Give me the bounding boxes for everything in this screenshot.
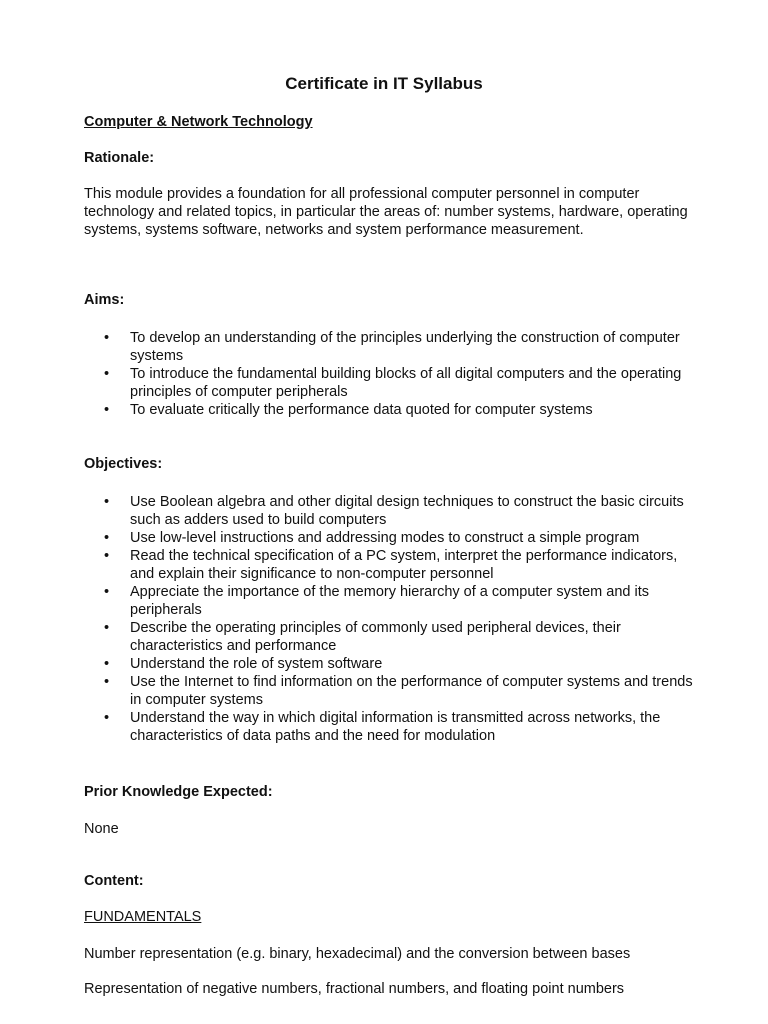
objectives-item: • Describe the operating principles of commonly used peripheral devices, their characteristics and performance: [84, 619, 704, 655]
content-subheading: FUNDAMENTALS: [84, 909, 202, 925]
rationale-heading: Rationale:: [84, 150, 155, 166]
module-title: Computer & Network Technology: [84, 114, 313, 130]
rationale-text: This module provides a foundation for all professional computer personnel in computer technology and related topics, in particular the areas of: number systems, hardware, operating systems, systems software, networks and system performance measurement.: [84, 186, 688, 238]
aims-heading: Aims:: [84, 292, 125, 308]
objectives-item: • Use low-level instructions and addressing modes to construct a simple program: [84, 529, 704, 547]
prior-knowledge-text: None: [84, 821, 119, 837]
objectives-item: • Read the technical specification of a PC system, interpret the performance indicators, and explain their significance to non-computer personnel: [84, 547, 704, 583]
aims-item: • To introduce the fundamental building blocks of all digital computers and the operating principles of computer peripherals: [84, 365, 704, 401]
objectives-item: • Understand the way in which digital information is transmitted across networks, the characteristics of data paths and the need for modulation: [84, 709, 704, 745]
content-paragraph: Representation of negative numbers, fractional numbers, and floating point numbers: [84, 981, 625, 997]
content-heading: Content:: [84, 873, 144, 889]
aims-item: • To evaluate critically the performance data quoted for computer systems: [84, 401, 704, 419]
objectives-item: • Understand the role of system software: [84, 655, 704, 673]
aims-list: [84, 329, 704, 419]
objectives-item: • Appreciate the importance of the memory hierarchy of a computer system and its peripherals: [84, 583, 704, 619]
objectives-item: • Use the Internet to find information on the performance of computer systems and trends in computer systems: [84, 673, 704, 709]
aims-item: • To develop an understanding of the principles underlying the construction of computer systems: [84, 329, 704, 365]
page-title: Certificate in IT Syllabus: [285, 74, 483, 93]
prior-knowledge-heading: Prior Knowledge Expected:: [84, 784, 273, 800]
objectives-list: [84, 493, 704, 745]
content-paragraph: Number representation (e.g. binary, hexadecimal) and the conversion between bases: [84, 946, 631, 962]
objectives-heading: Objectives:: [84, 456, 163, 472]
objectives-item: • Use Boolean algebra and other digital design techniques to construct the basic circuits such as adders used to build computers: [84, 493, 704, 529]
